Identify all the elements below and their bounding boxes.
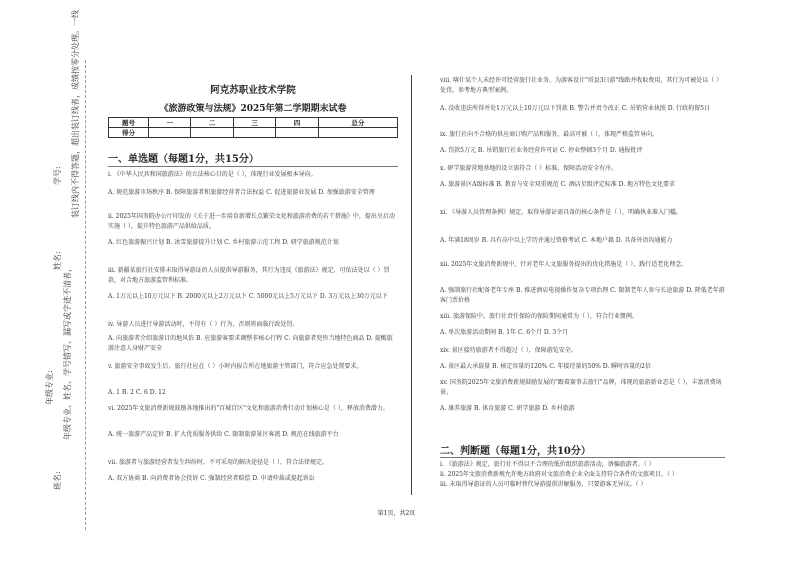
score-table-header-row: [109, 118, 398, 128]
section-1-title: 一、单选题（每题1分，共15分）: [108, 154, 259, 165]
score-cell: 二: [191, 118, 233, 128]
question-options: A. 双方协商 B. 向消费者协会投诉 C. 强制经营者赔偿 D. 申请仲裁或提起诉讼: [108, 475, 315, 482]
question-text: xiv. 景区接待旅游者不得超过（ ），保障游览安全。: [440, 347, 577, 354]
binding-rule-text-2: 年级专业、姓名、学号错写、漏写或字迹不清者，: [63, 264, 72, 440]
page-footer: 第1页，共2页: [377, 510, 416, 517]
question-options: A. 1 B. 2 C. 6 D. 12: [108, 389, 166, 396]
question-options: A. 向旅游者介绍旅游目的地风俗 B. 应旅游客要求调整非核心行程 C. 向旅游者兜售当地特色商品 D. 提醒旅游注意人身财产安全: [108, 335, 393, 352]
school-name: 阿克苏职业技术学院: [210, 85, 296, 96]
question-options: A. 罚款5万元 B. 吊销旅行社业务经营许可证 C. 停业整顿3个月 D. 通报批评: [440, 147, 643, 154]
section-1-rule: [108, 166, 398, 167]
score-blank[interactable]: [191, 128, 233, 138]
question-options: A. 统一旅游产品定价 B. 扩大优质服务供给 C. 限制旅游景区客流 D. 规范在线旅游平台: [108, 431, 339, 438]
question-text: iii. 新疆某旅行社安排未取得导游证的人员提供导游服务，其行为违反《旅游法》规定，可依法处以（ ）罚款，对合地方旅游监管利标准。: [108, 267, 390, 284]
score-table-score-row: [109, 128, 398, 138]
question-options: A. 规范旅游市场秩序 B. 保障旅游者和旅游经营者合法权益 C. 促进旅游业发展 D. 加强旅游安全管理: [108, 189, 375, 196]
binding-dashed-line: [85, 60, 86, 530]
name-label: 姓名:: [53, 251, 62, 270]
exam-title: 《旅游政策与法规》2025年第二学期期末试卷: [159, 104, 347, 114]
score-blank[interactable]: [318, 128, 397, 138]
score-row-label: 得分: [109, 128, 149, 138]
question-text: xii. 2025年文旅消费新规中，针对老年人文旅服务提出的优化措施是（ ），践行适老化理念。: [440, 261, 688, 268]
question-text: v. 旅游安全事故发生后，旅行社应在（ ）小时内报告所在地旅游主管部门，符合应急处置要求。: [108, 363, 363, 370]
score-blank[interactable]: [233, 128, 275, 138]
section-2-rule: [440, 457, 725, 458]
score-cell: 四: [276, 118, 318, 128]
judgment-question: iii. 未取得导游证的人员可临时替代导游提供讲解服务，只要游客无异议。（ ）: [440, 481, 647, 488]
question-options: A. 景区最大承载量 B. 核定容量的120% C. 年接待量的50% D. 瞬时容量的2倍: [440, 363, 652, 370]
question-options: A. 红色旅游振兴计划 B. 冰雪旅游提升计划 C. 乡村旅游示范工程 D. 研学旅游规范计划: [108, 239, 339, 246]
score-blank[interactable]: [149, 128, 191, 138]
score-cell: 三: [233, 118, 275, 128]
question-text: ix. 旅行社向不合格的供应商订购产品和服务，最高可被（ ），体现严格监管导向。: [440, 131, 659, 138]
question-text: xi. 《导游人员管理条例》规定，取得导游证需具备的核心条件是（ ），明确执业准入门槛。: [440, 209, 683, 216]
question-text: viii. 喀什某个人未经许可经营旅行社业务，为游客设计"塔县3日游"线路并收取费用，其行为可被处以（ ）处罚，参考地方典型案例。: [440, 77, 723, 94]
question-options: A. 没收违法所得并处1万元以上10万元以下罚款 B. 警告并责令改正 C. 吊销营业执照 D. 行政拘留5日: [440, 105, 710, 112]
binding-margin: [0, 0, 100, 561]
question-options: A. 单次旅游活动期间 B. 1年 C. 6个月 D. 3个月: [440, 329, 569, 336]
score-cell: 题号: [109, 118, 149, 128]
judgment-question: i. 《旅游法》规定，旅行社不得以不合理的低价组织旅游活动，诱骗旅游者。（ ）: [440, 461, 655, 468]
question-text: vii. 旅游者与旅游经营者发生纠纷时，不可采用的解决途径是（ ），符合法律规定。: [108, 459, 328, 466]
score-blank[interactable]: [276, 128, 318, 138]
grade-label: 年级专业:: [45, 370, 54, 405]
section-2-title: 二、判断题（每题1分，共10分）: [440, 446, 591, 457]
question-text: i. 《中华人民共和国旅游法》的立法核心目的是（ ），体现行业发展根本导向。: [108, 171, 317, 178]
student-id-label: 学号:: [53, 166, 62, 185]
question-text: iv. 导游人员进行导游活动时，不得有（ ）行为，否则将面临行政处罚。: [108, 321, 299, 328]
question-text: x. 研学旅游营地基地的设立需符合（ ）标准，保障活动安全有序。: [440, 165, 618, 172]
question-options: A. 旅游景区A级标准 B. 教育与安全双重规范 C. 酒店星级评定标准 D. 地方特色文化要求: [440, 181, 676, 188]
question-text: xiii. 旅游保险中，旅行社责任保险的保险期间通常为（ ），符合行业惯例。: [440, 313, 638, 320]
question-options: A. 强制旅行社配备老年专座 B. 推进酒店电视操作复杂专项治理 C. 限制老年人参与长途旅游 D. 降低老年游客门票价格: [440, 287, 725, 304]
surname-label: 班名:: [53, 471, 62, 490]
score-cell: 总分: [318, 118, 397, 128]
question-text: vi. 2025年文旅消费新规鼓励各地推出的"百城百区"文化和旅游消费行动计划核心是（ ），释放消费潜力。: [108, 405, 389, 412]
binding-rule-text: 装订线内不得答题，超出装订线者，成绩按零分处理。一线: [71, 10, 80, 218]
column-divider: [411, 75, 412, 495]
question-options: A. 康养旅游 B. 体育旅游 C. 研学旅游 D. 乡村旅游: [440, 405, 575, 412]
score-table: [108, 117, 398, 138]
question-text: ii. 2025年国务院办公厅印发的《关于进一步培育新增长点繁荣文化和旅游消费的若干措施》中，提出呈启动实施（ ），提升特色旅游产品供给品质。: [108, 213, 395, 230]
question-text: xv. 国务院2025年文旅消费新规鼓励发展的"跟着赛事去旅行"品牌，体现的旅游新业态是（ ），丰富消费场景。: [440, 379, 722, 396]
question-options: A. 1万元以上10万元以下 B. 2000元以上2万元以下 C. 5000元以上5万元以下 D. 3万元以上30万元以下: [108, 293, 388, 300]
question-options: A. 年满18周岁 B. 具有高中以上学历并通过资格考试 C. 本地户籍 D. 具备外语沟通能力: [440, 237, 673, 244]
judgment-question: ii. 2025年文旅消费新规允许地方政府对文旅消费企业全面支持符合条件的文旅项目。（ ）: [440, 471, 678, 478]
score-cell: 一: [149, 118, 191, 128]
